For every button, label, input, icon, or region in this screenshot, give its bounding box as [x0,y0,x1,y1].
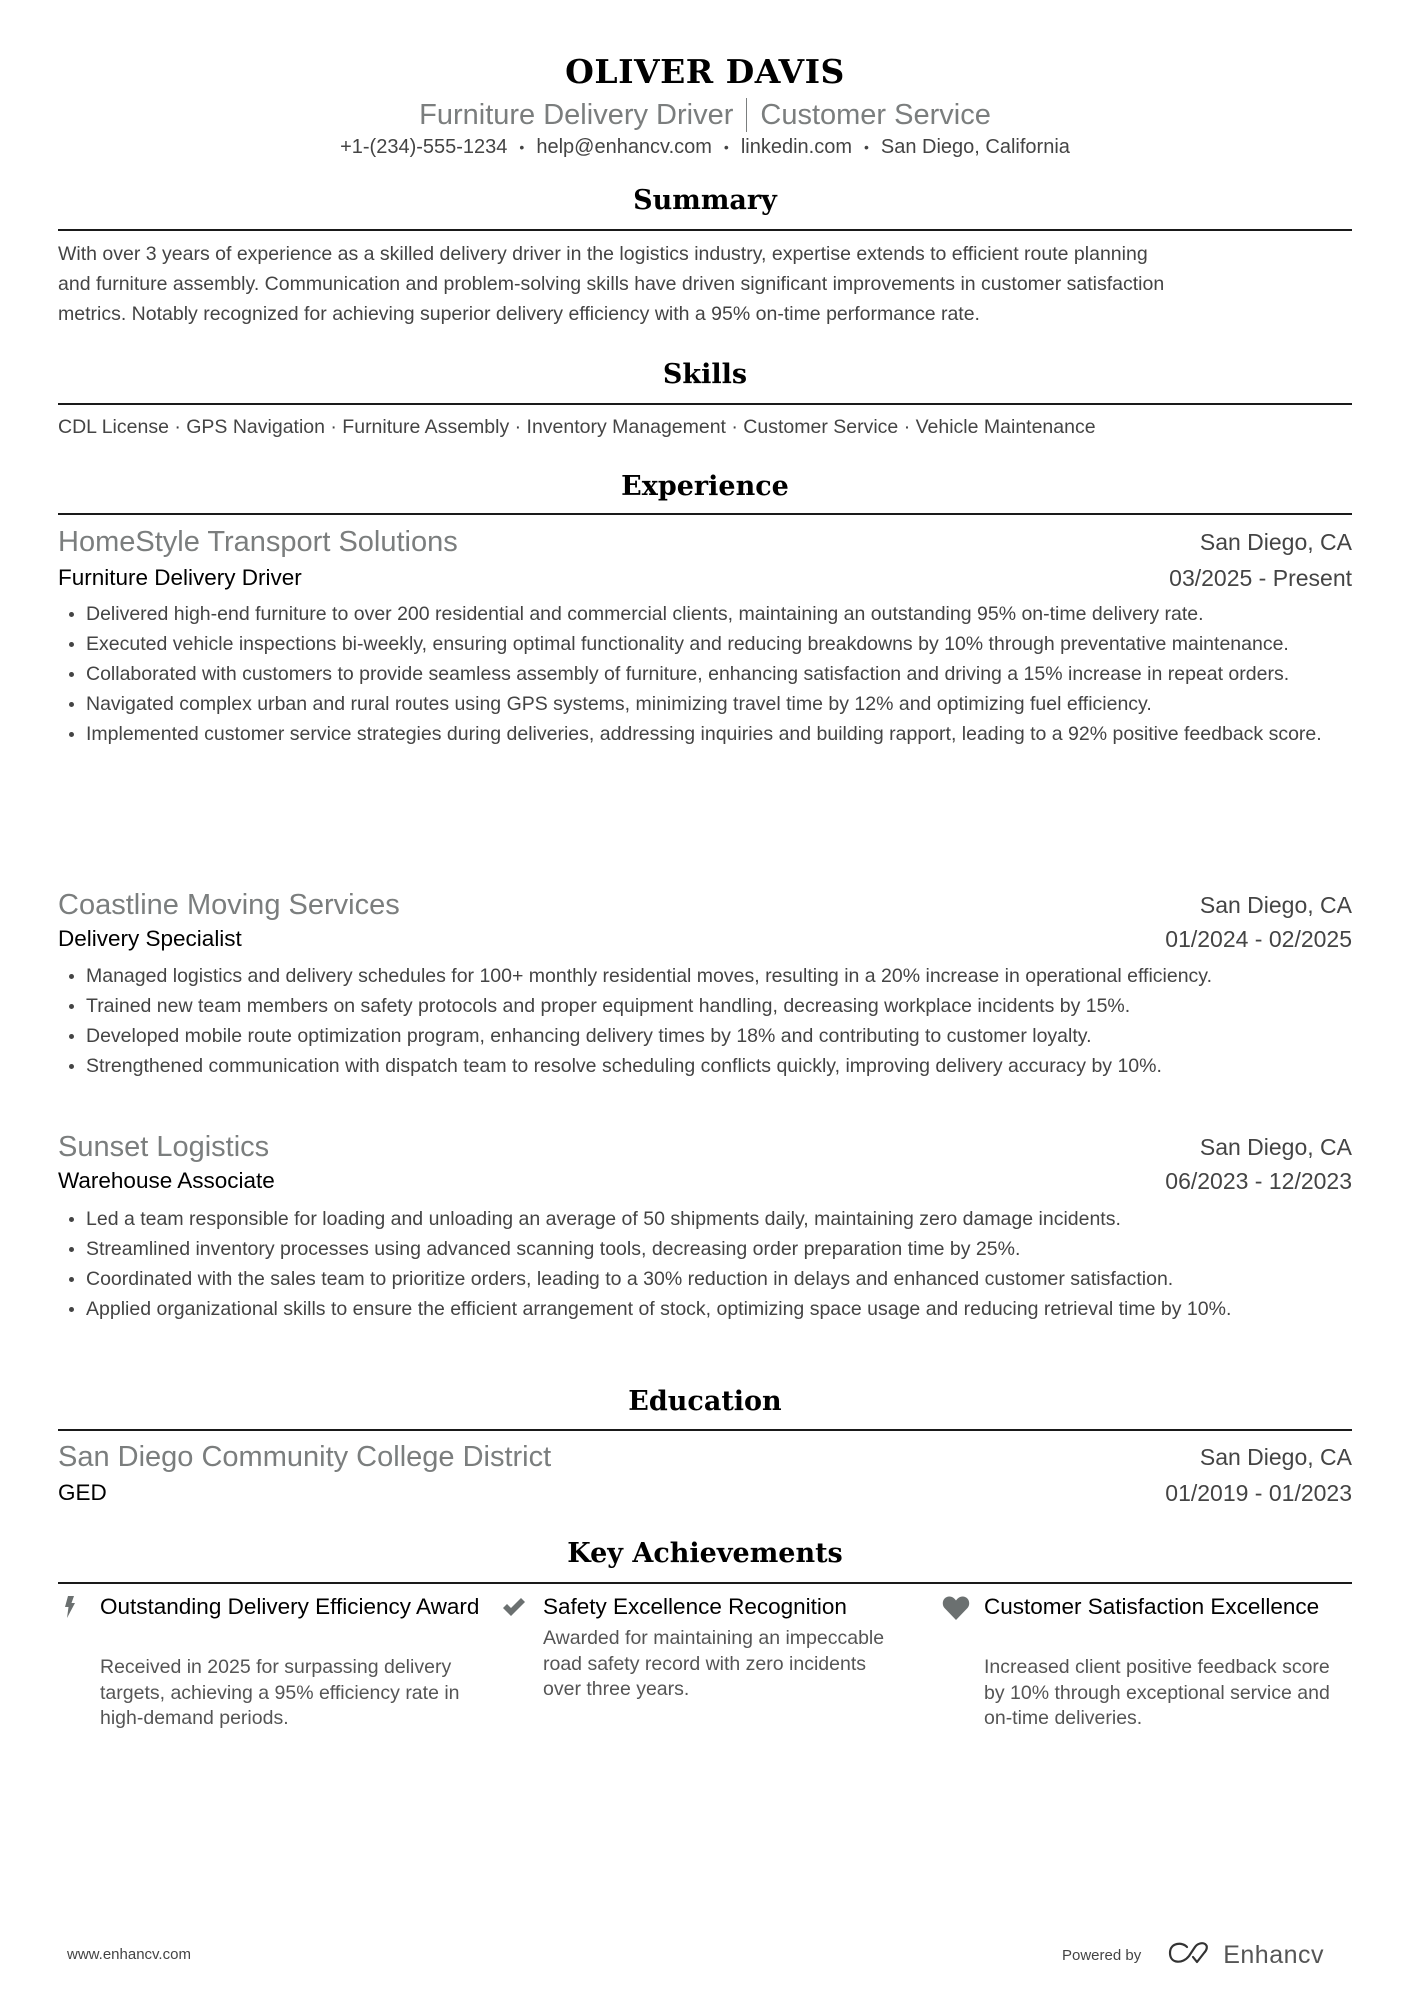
title-primary: Furniture Delivery Driver [419,99,734,131]
bolt-icon [58,1595,82,1619]
job-location: San Diego, CA [1199,892,1352,918]
school-name: San Diego Community College District [58,1441,552,1473]
job-bullet: Developed mobile route optimization program, enhancing delivery times by 18% and contributing to customer loyalty. [58,1021,1352,1051]
job-bullet: Delivered high-end furniture to over 200 residential and commercial clients, maintaining an outstanding 95% on-time delivery rate. [58,599,1352,629]
summary-line: With over 3 years of experience as a skilled delivery driver in the logistics industry, expertise extends to efficient route planning [58,243,1148,265]
section-divider [58,403,1352,405]
education-dates: 01/2019 - 01/2023 [1165,1480,1352,1506]
job-bullets [58,961,1352,1081]
contact-location: San Diego, California [880,136,1070,158]
company-name: HomeStyle Transport Solutions [58,526,458,558]
job-header [58,887,1352,923]
education-subheader [58,1478,1352,1508]
job-location: San Diego, CA [1199,529,1352,555]
section-heading-achievements: Key Achievements [567,1538,843,1569]
job-bullet: Trained new team members on safety protocols and proper equipment handling, decreasing workplace incidents by 15%. [58,991,1352,1021]
company-name: Coastline Moving Services [58,889,400,921]
job-role: Furniture Delivery Driver [58,565,302,590]
achievement-title: Safety Excellence Recognition [543,1594,847,1619]
job-bullet: Strengthened communication with dispatch team to resolve scheduling conflicts quickly, improving delivery accuracy by 10%. [58,1051,1352,1081]
job-role: Warehouse Associate [58,1168,275,1193]
contact-line [58,133,1352,161]
achievement-description: Received in 2025 for surpassing delivery targets, achieving a 95% efficiency rate in high-demand periods. [100,1656,460,1729]
footer-website[interactable]: www.enhancv.com [67,1946,191,1963]
contact-separator: • [723,139,729,155]
contact-email[interactable]: help@enhancv.com [536,136,712,158]
job-subheader [58,924,1352,954]
enhancv-brand: Enhancv [1223,1940,1325,1969]
check-icon [501,1595,525,1619]
job-header [58,1129,1352,1165]
school-location: San Diego, CA [1199,1444,1352,1470]
summary-text [58,239,1352,329]
job-bullet: Coordinated with the sales team to prioritize orders, leading to a 30% reduction in delays and enhanced customer satisfaction. [58,1264,1352,1294]
job-bullet: Executed vehicle inspections bi-weekly, ensuring optimal functionality and reducing breakdowns by 10% through preventative maintenance. [58,629,1352,659]
achievement-title: Customer Satisfaction Excellence [984,1594,1320,1619]
summary-line: and furniture assembly. Communication and problem-solving skills have driven significant improvements in customer satisfaction [58,273,1165,295]
contact-phone: +1-(234)-555-1234 [340,136,508,158]
achievement-description: Increased client positive feedback score by 10% through exceptional service and on-time deliveries. [984,1656,1330,1729]
job-header [58,524,1352,560]
heart-icon [942,1595,966,1619]
job-bullets [58,1204,1352,1324]
resume-page [58,0,1352,1995]
contact-separator: • [864,139,869,155]
job-bullet: Streamlined inventory processes using advanced scanning tools, decreasing order preparation time by 25%. [58,1234,1352,1264]
job-dates: 03/2025 - Present [1169,565,1352,591]
company-name: Sunset Logistics [58,1131,270,1163]
education-header [58,1439,1352,1475]
job-bullet: Collaborated with customers to provide seamless assembly of furniture, enhancing satisfaction and driving a 15% increase in repeat orders. [58,659,1352,689]
summary-line: metrics. Notably recognized for achieving superior delivery efficiency with a 95% on-time performance rate. [58,303,980,325]
job-bullet: Implemented customer service strategies during deliveries, addressing inquiries and building rapport, leading to a 92% positive feedback score. [58,719,1352,749]
achievement-title: Outstanding Delivery Efficiency Award [100,1594,480,1619]
title-secondary: Customer Service [760,99,991,131]
section-heading-education: Education [628,1386,782,1417]
section-divider [58,1582,1352,1584]
section-divider [58,229,1352,231]
skills-list: CDL License · GPS Navigation · Furniture Assembly · Inventory Management · Customer Service · Vehicle Maintenance [58,416,1096,438]
section-heading-summary: Summary [633,185,777,216]
job-bullet: Applied organizational skills to ensure the efficient arrangement of stock, optimizing space usage and reducing retrieval time by 10%. [58,1294,1352,1324]
section-divider [58,1429,1352,1431]
section-heading-experience: Experience [621,471,789,502]
achievement-description: Awarded for maintaining an impeccable road safety record with zero incidents over three years. [543,1627,885,1700]
enhancv-logo-icon [1167,1941,1213,1970]
job-location: San Diego, CA [1199,1134,1352,1160]
degree: GED [58,1480,107,1505]
job-subheader [58,563,1352,593]
job-bullet: Led a team responsible for loading and unloading an average of 50 shipments daily, maintaining zero damage incidents. [58,1204,1352,1234]
section-heading-skills: Skills [662,359,748,390]
job-bullet: Navigated complex urban and rural routes using GPS systems, minimizing travel time by 12% and optimizing fuel efficiency. [58,689,1352,719]
job-bullet: Managed logistics and delivery schedules for 100+ monthly residential moves, resulting in a 20% increase in operational efficiency. [58,961,1352,991]
job-bullets [58,599,1352,749]
title-divider [746,98,747,132]
section-divider [58,513,1352,515]
footer-branding [1062,1940,1324,1970]
job-role: Delivery Specialist [58,926,242,951]
candidate-name: OLIVER DAVIS [565,52,845,91]
powered-by-label: Powered by [1062,1946,1142,1964]
candidate-title [58,97,1352,133]
job-dates: 06/2023 - 12/2023 [1165,1168,1352,1194]
contact-separator: • [519,139,525,155]
contact-linkedin[interactable]: linkedin.com [740,136,852,158]
job-subheader [58,1166,1352,1196]
job-dates: 01/2024 - 02/2025 [1165,926,1352,952]
